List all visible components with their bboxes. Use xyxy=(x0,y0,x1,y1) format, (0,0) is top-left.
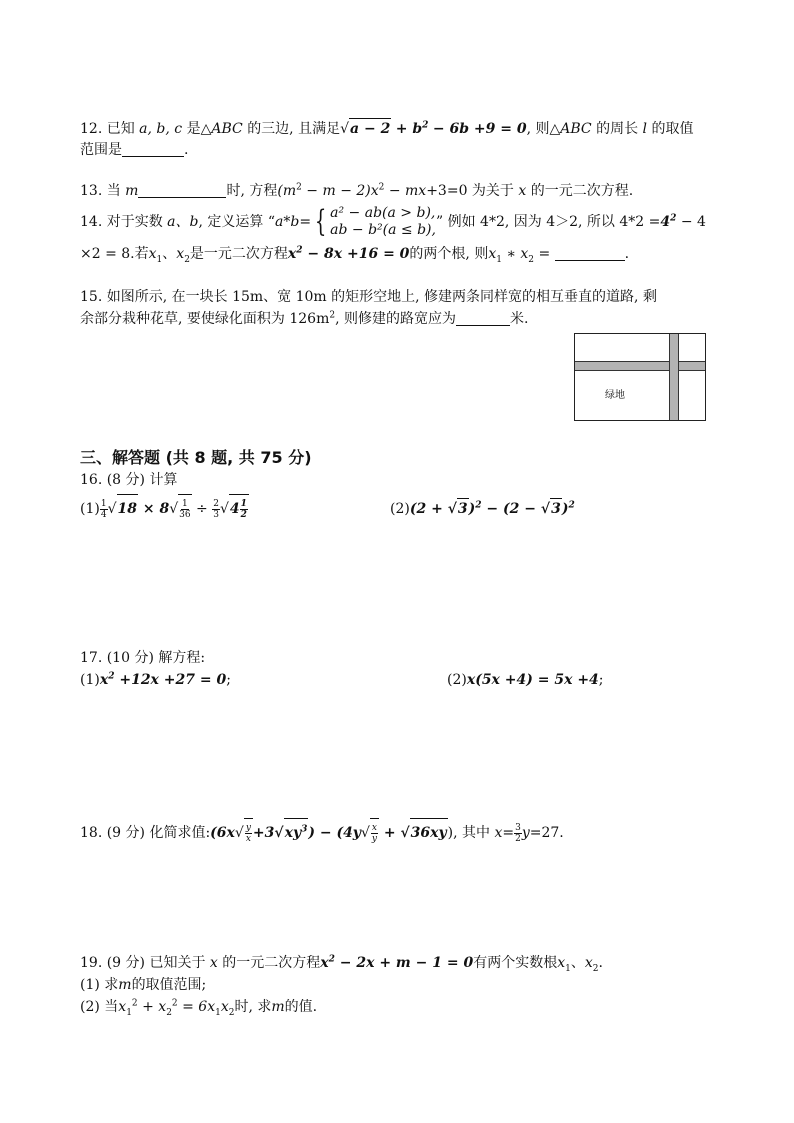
q19-part2: (2) 当$x_1^2 + x_2^2 = 6x_1x_2$时, 求m的值. xyxy=(80,998,318,1018)
q14-answer-blank[interactable] xyxy=(555,246,625,261)
q17-title: 17. (10 分) 解方程: xyxy=(80,650,206,666)
q14-cases: a² − ab(a > b), ab − b²(a ≤ b), xyxy=(330,205,436,238)
frac-2-3: $\frac{2}{3}$ xyxy=(213,498,219,520)
q15-figure xyxy=(574,333,706,421)
q17-part1: $(1)x^2 +12x +27 = 0$; xyxy=(80,671,231,688)
q13-answer-blank[interactable] xyxy=(138,183,226,198)
q16-part2: $(2)(2 + √3)^2 - (2 - √3)^2$ xyxy=(390,498,575,519)
q17-part2: (2)x(5x +4) = 5x +4; xyxy=(447,672,604,688)
q12-line2: 范围是 . xyxy=(80,142,189,158)
vertical-road xyxy=(669,334,679,420)
q19-part1: (1) 求m的取值范围; xyxy=(80,977,207,993)
q18-line: 18. (9 分) 化简求值:(6x√ $\frac{y}{x}$ $+3√xy^3) - (4y√$ $\frac{x}{y}$ + √36xy), 其中 x= $\frac{3}{2}$ y=27. xyxy=(80,818,564,847)
q13-line: 13. 当 m 时, 方程$(m^2 - m - 2)x^2 - mx+3=0$ 为关于 x 的一元二次方程. xyxy=(80,182,634,199)
q14-line2: ×2 = 8.若$x_1$、$x_2$是一元二次方程$x^2 - 8x +16 = 0$的两个根, 则$x_1$ ∗ $x_2$ = . xyxy=(80,245,630,265)
green-area-label: 绿地 xyxy=(605,390,625,401)
q12-radical: √a − 2 xyxy=(340,118,391,139)
q19-line1: 19. (9 分) 已知关于 x 的一元二次方程$x^2 - 2x + m - 1 = 0$有两个实数根$x_1$、$x_2$. xyxy=(80,954,603,974)
q16-title: 16. (8 分) 计算 xyxy=(80,472,178,488)
q14-brace: { xyxy=(314,204,327,239)
q15-answer-blank[interactable] xyxy=(456,311,510,326)
frac-1-4: $\frac{1}{4}$ xyxy=(100,498,107,520)
q12-line1: 12. 已知 a, b, c 是△ABC 的三边, 且满足$√a - 2 + b^2 - 6b +9 = 0$, 则△ABC 的周长 l 的取值 xyxy=(80,118,693,139)
section-3-title: 三、解答题 (共 8 题, 共 75 分) xyxy=(80,448,312,467)
q12-answer-blank[interactable] xyxy=(122,142,184,157)
horizontal-road xyxy=(575,361,705,371)
q16-part1: (1) $\frac{1}{4}$ √18 × 8√ $\frac{1}{36}$ ÷ $\frac{2}{3}$ √4 $\frac{1}{2}$ xyxy=(80,494,249,523)
q14-line1: 14. 对于实数 a、b, 定义运算 “a*b= { a² − ab(a > b), ab − b²(a ≤ b), ” 例如 4*2, 因为 4＞2, 所以 $4*2 =4^2 - 4$ xyxy=(80,204,706,239)
q15-line2: 余部分栽种花草, 要使绿化面积为 $126m^2$, 则修建的路宽应为 米. xyxy=(80,310,529,327)
q15-line1: 15. 如图所示, 在一块长 15m、宽 10m 的矩形空地上, 修建两条同样宽的相互垂直的道路, 剩 xyxy=(80,289,657,305)
